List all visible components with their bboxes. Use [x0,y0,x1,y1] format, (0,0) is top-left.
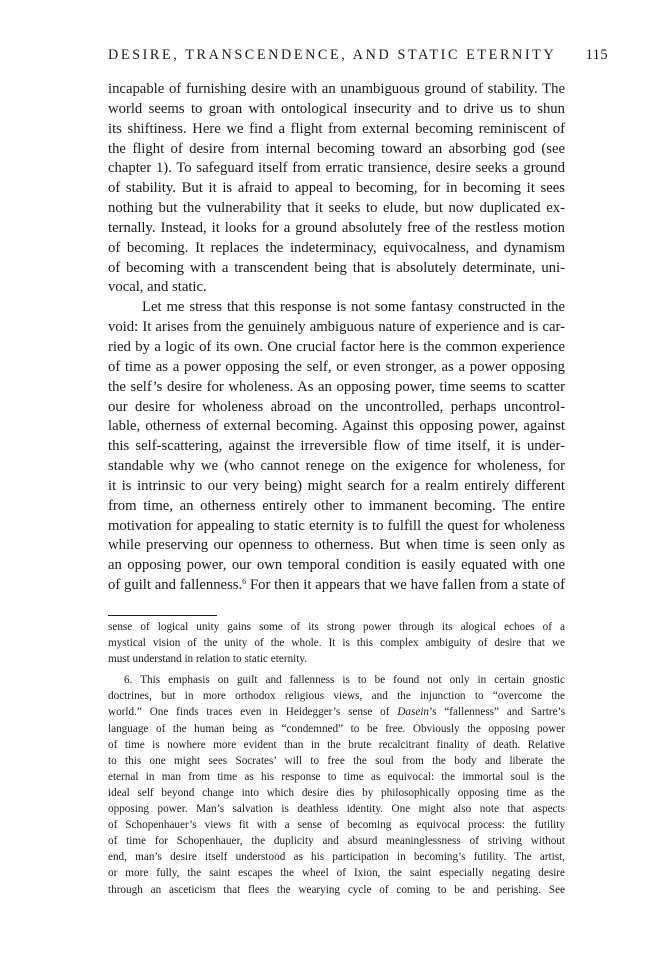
page-number: 115 [585,47,608,63]
footnote-line: of Schopenhauer’s views fit with a sense of becoming as equivocal process: the futility [108,819,565,832]
italic-term: Dasein [397,706,430,719]
footnote-reference-6[interactable]: 6 [242,577,247,587]
footnote-line: sense of logical unity gains some of its strong power through its alogical echoes of a [108,621,565,633]
text-segment: of guilt and fallenness. [108,577,243,594]
footnote-line: end, man’s desire itself understood as his participation in becoming’s futility. The artist, [108,851,565,864]
text-segment: world.” One finds traces even in Heidegger’s sense of [108,706,398,719]
text-line: this self-scattering, against the irreversible flow of time itself, it is under- [108,438,565,455]
text-line: of becoming with a transcendent being that is absolutely determinate, uni- [108,259,565,276]
text-line: of becoming. It replaces the indeterminacy, equivocalness, and dynamism [108,239,565,256]
text-line: while preserving our openness to otherness. But when time is seen only as [108,537,565,554]
footnote-line: doctrines, but in more orthodox religious views, and the injunction to “overcome the [108,690,565,703]
paragraph-2 [108,298,565,596]
text-line: of time as a power opposing the self, or even stronger, as a power opposing [108,358,565,375]
footnote-line: through an asceticism that flees the wearying cycle of coming to be and perishing. See [108,883,565,896]
text-line: the self’s desire for wholeness. As an opposing power, time seems to scatter [108,378,565,395]
text-line: world seems to groan with ontological insecurity and to drive us to shun [108,100,565,117]
text-line: its shiftiness. Here we find a flight from external becoming reminiscent of [108,120,565,137]
footnote-rule [108,615,217,616]
text-line-with-footnote-ref [108,576,565,596]
text-line: lable, otherness of external becoming. Against this opposing power, against [108,418,565,435]
text-line: of stability. But it is afraid to appeal to becoming, for in becoming it sees [108,180,565,197]
text-line: an opposing power, our own temporal condition is easily equated with one [108,557,565,574]
footnote-line: 6. This emphasis on guilt and fallenness is to be found not only in certain gnostic [124,674,565,687]
footnote-line: opposing power. Man’s salvation is deathless identity. One might also note that aspects [108,803,565,816]
text-line: standable why we (who cannot renege on the exigence for wholeness, for [108,458,565,475]
footnote-line [108,704,565,720]
paragraph-1 [108,80,565,298]
text-line: ternally. Instead, it looks for a ground absolutely free of the restless motion [108,219,565,236]
running-title: DESIRE, TRANSCENDENCE, AND STATIC ETERNITY [108,47,557,63]
footnote-line: or more fully, the saint escapes the wheel of Ixion, the saint especially negating desire [108,867,565,880]
footnote-line: to this one might sees Socrates’ will to free the soul from the body and liberate the [108,754,565,767]
text-segment: For then it appears that we have fallen from a state of [246,577,565,594]
body-text [108,80,565,596]
text-line: our desire for wholeness abroad on the uncontrolled, perhaps uncontrol- [108,398,565,415]
text-line: void: It arises from the genuinely ambiguous nature of experience and is car- [108,319,565,336]
footnote-line: ideal self beyond change into which desire dies by philosophically opposing time as the [108,786,565,799]
footnote-line: language of the human being as “condemned” to be free. Obviously the opposing power [108,722,565,735]
footnote-continued [108,619,565,667]
footnote-line: of time for Schopenhauer, the duplicity and absurd meaninglessness of striving without [108,835,565,848]
text-line: Let me stress that this response is not some fantasy constructed in the [142,299,565,316]
footnote-6 [108,672,565,897]
text-line: ried by a logic of its own. One crucial factor here is the common experience [108,338,565,355]
footnote-line: eternal in man from time as his response to time as equivocal: the immortal soul is the [108,770,565,783]
text-line: motivation for appealing to static eternity is to fulfill the quest for wholeness [108,517,565,534]
text-line: from time, an otherness entirely other to immanent becoming. The entire [108,497,565,514]
text-line: incapable of furnishing desire with an unambiguous ground of stability. The [108,81,565,97]
footnotes [108,619,565,898]
text-line: it is intrinsic to our very being) might search for a realm entirely different [108,477,565,494]
text-line: vocal, and static. [108,279,207,296]
footnote-line: mystical vision of the unity of the whole. It is this complex ambiguity of desire that we [108,637,565,650]
footnote-line: must understand in relation to static eternity. [108,653,308,666]
running-head [108,47,608,69]
text-line: chapter 1). To safeguard itself from erratic transience, desire seeks a ground [108,160,565,177]
text-line: nothing but the vulnerability that it seeks to elude, but now duplicated ex- [108,200,565,217]
text-line: the flight of desire from internal becoming toward an absorbing god (see [108,140,565,157]
text-segment: ’s “fallenness” and Sartre’s [429,706,565,719]
footnote-line: of time is nowhere more evident than in the brute recalcitrant finality of death. Relative [108,738,565,751]
